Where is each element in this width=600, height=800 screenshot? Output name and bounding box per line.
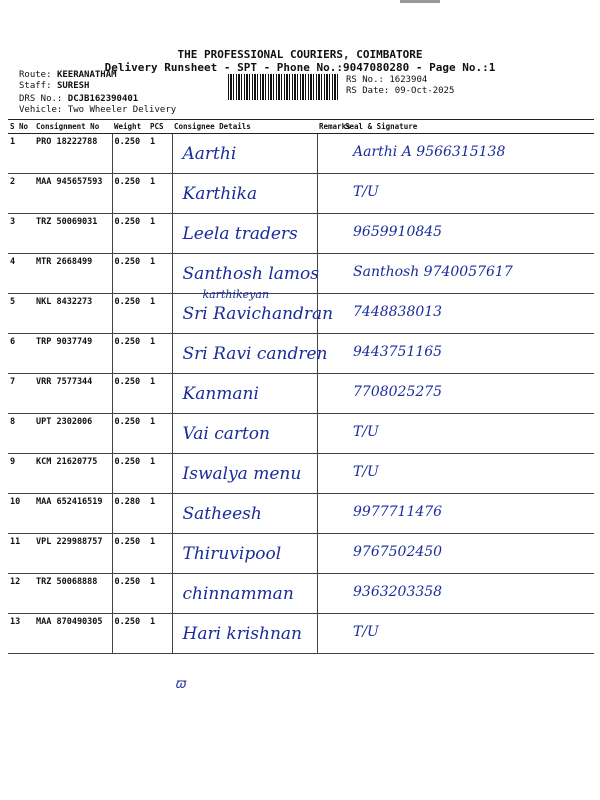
row-sno: 8 [8,414,34,454]
row-consignment-no: MAA 652416519 [34,494,112,534]
row-consignee [172,134,317,174]
row-weight: 0.250 [112,134,148,174]
drs-value: DCJB162390401 [67,94,139,104]
row-remarks [317,494,343,534]
table-row [8,374,594,414]
consignee-handwriting: Thiruvipool [182,544,282,564]
row-consignment-no: TRZ 50069031 [34,214,112,254]
row-consignee [172,454,317,494]
table-row [8,494,594,534]
signature-handwriting: T/U [353,424,379,440]
signature-handwriting: 7708025275 [353,384,443,400]
row-consignment-no: NKL 8432273 [34,294,112,334]
row-weight: 0.250 [112,294,148,334]
row-sno: 7 [8,374,34,414]
route-line: Route: KEERANATHAM [19,70,117,80]
row-remarks [317,454,343,494]
table-row [8,534,594,574]
col-sno: S No [8,120,34,134]
row-remarks [317,534,343,574]
row-consignee [172,614,317,654]
consignee-handwriting: Leela traders [182,224,298,244]
scan-edge-mark [400,0,440,3]
consignee-handwriting: Aarthi [182,144,237,164]
row-consignment-no: VRR 7577344 [34,374,112,414]
row-remarks [317,574,343,614]
row-remarks [317,374,343,414]
table-row [8,614,594,654]
signature-handwriting: 9363203358 [353,584,443,600]
signature-handwriting: 9977711476 [353,504,443,520]
row-pcs: 1 [148,374,172,414]
row-consignment-no: KCM 21620775 [34,454,112,494]
row-consignment-no: TRP 9037749 [34,334,112,374]
row-sno: 10 [8,494,34,534]
row-sno: 9 [8,454,34,494]
row-consignee [172,374,317,414]
row-pcs: 1 [148,574,172,614]
route-value: KEERANATHAM [56,70,117,80]
consignee-handwriting: Hari krishnan [182,624,302,644]
signature-handwriting: T/U [353,184,379,200]
row-sno: 1 [8,134,34,174]
row-weight: 0.250 [112,214,148,254]
row-signature [343,534,594,574]
row-consignee [172,174,317,214]
row-consignee [172,414,317,454]
consignee-handwriting: Iswalya menu [182,464,302,484]
rs-date-value: 09-Oct-2025 [394,86,455,96]
signature-handwriting: 9767502450 [353,544,443,560]
consignee-handwriting: Kanmani [182,384,259,404]
rs-no-value: 1623904 [389,75,428,85]
row-weight: 0.250 [112,174,148,214]
row-pcs: 1 [148,414,172,454]
row-consignment-no: MAA 870490305 [34,614,112,654]
row-remarks [317,614,343,654]
row-weight: 0.250 [112,574,148,614]
col-signature: Seal & Signature [343,120,594,134]
row-signature [343,494,594,534]
signature-handwriting: Santhosh 9740057617 [353,264,513,280]
row-consignee [172,334,328,374]
row-consignee [172,574,317,614]
staff-value: SURESH [56,81,90,91]
row-remarks [317,414,343,454]
row-weight: 0.250 [112,334,148,374]
row-remarks [317,174,343,214]
table-row [8,134,594,174]
signature-handwriting: 9443751165 [353,344,443,360]
col-remarks: Remarks [317,120,343,134]
row-weight: 0.250 [112,614,148,654]
row-remarks [317,334,343,374]
row-pcs: 1 [148,454,172,494]
signature-handwriting: T/U [353,624,379,640]
row-consignee [172,534,317,574]
row-signature [343,294,594,334]
row-consignment-no: MAA 945657593 [34,174,112,214]
runsheet-table [8,119,594,654]
row-weight: 0.250 [112,454,148,494]
row-pcs: 1 [148,174,172,214]
row-pcs: 1 [148,494,172,534]
row-pcs: 1 [148,254,172,294]
barcode [228,74,340,100]
consignee-handwriting: Sri Ravi candren [182,344,328,364]
consignee-handwriting-extra: karthikeyan [202,288,270,301]
table-row [8,574,594,614]
row-signature [343,134,594,174]
table-row [8,334,594,374]
row-signature [343,454,594,494]
row-weight: 0.250 [112,414,148,454]
vehicle-line: Vehicle: Two Wheeler Delivery [19,105,177,115]
vehicle-value: Two Wheeler Delivery [67,105,177,115]
table-row [8,174,594,214]
company-title: THE PROFESSIONAL COURIERS, COIMBATORE [177,48,423,61]
row-remarks [317,134,343,174]
rs-date-line: RS Date: 09-Oct-2025 [346,86,455,96]
staff-line: Staff: SURESH [19,81,90,91]
row-weight: 0.280 [112,494,148,534]
table-row [8,214,594,254]
row-pcs: 1 [148,214,172,254]
row-consignment-no: TRZ 50068888 [34,574,112,614]
rs-no-line: RS No.: 1623904 [346,75,428,85]
table-header-row [8,120,594,134]
table-row [8,414,594,454]
row-sno: 4 [8,254,34,294]
row-signature [343,374,594,414]
row-sno: 12 [8,574,34,614]
row-consignee [172,288,334,334]
col-consignment: Consignment No [34,120,112,134]
handwritten-mark: 𝜛 [176,676,187,692]
table-row [8,254,594,294]
row-pcs: 1 [148,614,172,654]
consignee-handwriting: Vai carton [182,424,270,444]
signature-handwriting: 9659910845 [353,224,443,240]
row-signature [343,614,594,654]
consignee-handwriting: Satheesh [182,504,262,524]
col-pcs: PCS [148,120,172,134]
row-signature [343,414,594,454]
row-pcs: 1 [148,334,172,374]
row-sno: 13 [8,614,34,654]
row-signature [343,174,594,214]
consignee-handwriting: chinnamman [182,584,294,604]
signature-handwriting: 7448838013 [353,304,443,320]
row-signature [343,254,594,294]
row-signature [343,574,594,614]
row-remarks [317,254,343,294]
row-signature [343,214,594,254]
col-consignee: Consignee Details [172,120,317,134]
row-weight: 0.250 [112,374,148,414]
row-sno: 5 [8,294,34,334]
row-weight: 0.250 [112,534,148,574]
signature-handwriting: T/U [353,464,379,480]
drs-line: DRS No.: DCJB162390401 [19,94,139,104]
row-remarks [317,214,343,254]
row-consignment-no: MTR 2668499 [34,254,112,294]
runsheet-subtitle: Delivery Runsheet - SPT - Phone No.:9047080280 - Page No.:1 [104,61,496,74]
consignee-handwriting: Sri Ravichandran [182,304,334,324]
table-row [8,294,594,334]
row-consignment-no: PRO 18222788 [34,134,112,174]
col-weight: Weight [112,120,148,134]
row-sno: 3 [8,214,34,254]
row-pcs: 1 [148,294,172,334]
consignee-handwriting: Karthika [182,184,258,204]
row-sno: 11 [8,534,34,574]
table-row [8,454,594,494]
row-consignee [172,494,317,534]
signature-handwriting: Aarthi A 9566315138 [353,144,506,160]
row-sno: 6 [8,334,34,374]
row-weight: 0.250 [112,254,148,294]
row-signature [343,334,594,374]
consignee-handwriting: Santhosh lamos [182,264,319,284]
row-consignment-no: UPT 2302006 [34,414,112,454]
row-consignee [172,214,317,254]
row-pcs: 1 [148,134,172,174]
row-remarks [317,294,343,334]
row-pcs: 1 [148,534,172,574]
row-sno: 2 [8,174,34,214]
row-consignment-no: VPL 229988757 [34,534,112,574]
